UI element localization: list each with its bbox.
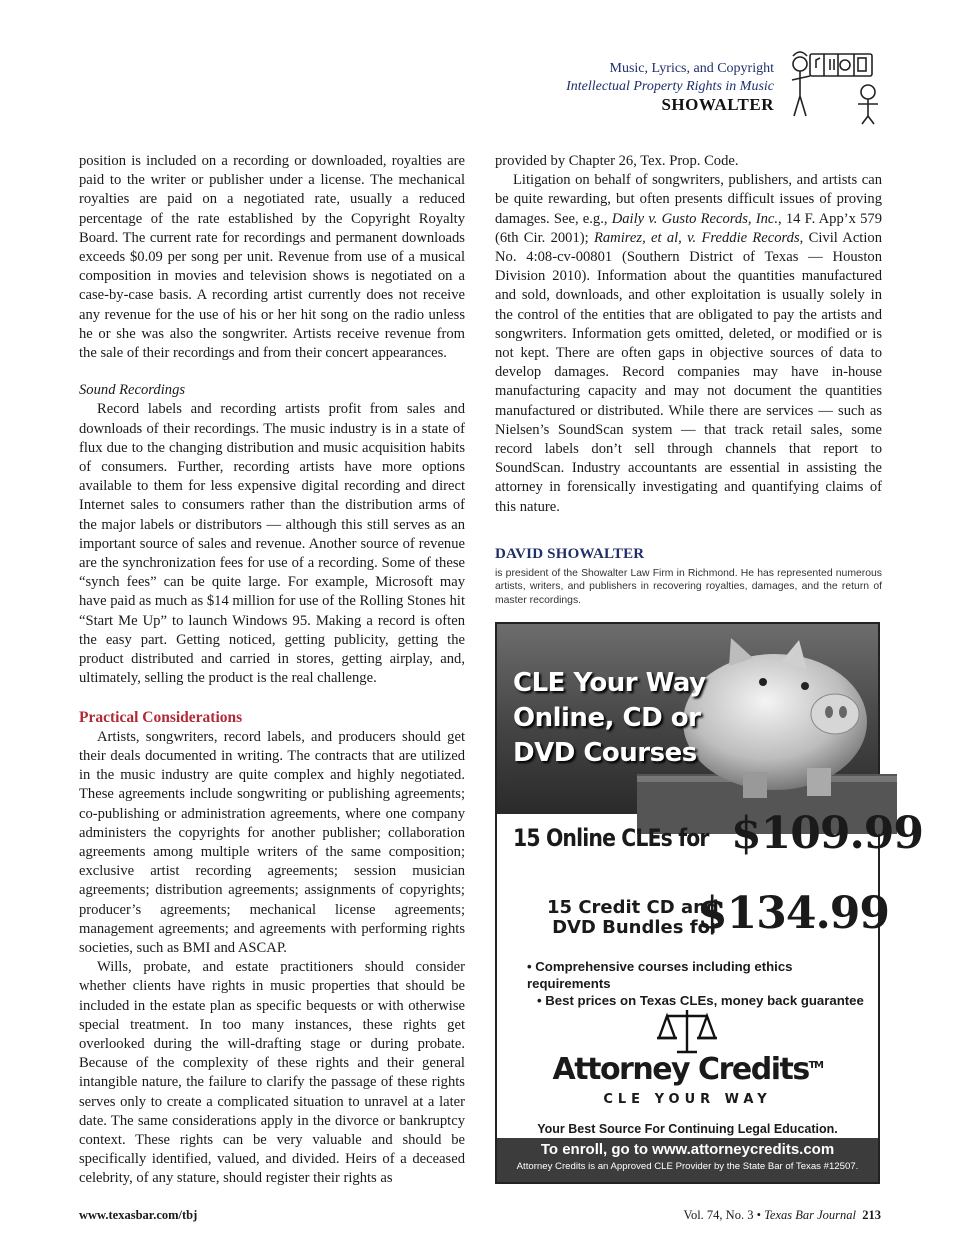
offer-bundle-label-line: 15 Credit CD and	[547, 897, 719, 918]
ad-slogan: Your Best Source For Continuing Legal Education.	[537, 1122, 838, 1136]
footer-journal: Texas Bar Journal	[764, 1208, 856, 1222]
page-number: 213	[862, 1208, 881, 1222]
ad-headline-line: Online, CD or	[513, 703, 701, 733]
header-author: SHOWALTER	[661, 95, 774, 114]
text-run: Litigation on behalf of songwriters, publishers, and artists can be quite rewarding, but often presents difficult issues of proving damages. See, e.g.,	[495, 172, 882, 227]
enroll-link[interactable]: To enroll, go to www.attorneycredits.com	[540, 1141, 835, 1158]
paragraph: Artists, songwriters, record labels, and producers should get their deals documented in writing. The contracts that are utilized in the music industry are quite complex and highly negotiated. These agreements include songwriting or publishing agreements; co-publishing or administration agreements, where one company administers the copyrights for another publisher; collaboration agreements among multiple writers of the same composition; exclusive artist recording agreements; session musician agreements; distribution agreements; assignments of copyrights; producer’s agreements; mechanical license agreements; management agreements; and agreements with performing rights societies, such as BMI and ASCAP.	[79, 728, 465, 956]
ad-bullet: • Comprehensive courses including ethics requirements	[527, 959, 793, 991]
left-column	[79, 152, 465, 1189]
offer-online-label: 15 Online CLEs for	[513, 824, 709, 852]
ad-headline-line: CLE Your Way	[513, 668, 706, 698]
brand-tagline: CLE YOUR WAY	[603, 1092, 772, 1107]
text-run: , Civil Action No. 4:08-cv-00801 (Southern District of Texas — Houston Division 2010). Information about the quantities manufactured and sold, downloads, and other exploitation is usually solely in the control of the entities that are obligated to pay the artists and songwriters. Information gets omitted, deleted, or modified or is not kept. There are often gaps in objective sources of data to develop damages. Record companies may have in-house manufacturing capacity and may not document the quantities manufactured or distributed. While there are services — such as Nielsen’s SoundScan system — that track retail sales, some record labels don’t sell through channels that report to SoundScan. Industry accountants are essential in assisting the attorney in forensically investigating and quantifying claims of this nature.	[495, 229, 883, 515]
author-bio-name: DAVID SHOWALTER	[495, 546, 645, 562]
paragraph	[495, 171, 882, 517]
offer-bundle-label	[547, 898, 719, 938]
offer-online	[513, 824, 743, 852]
footer-bullet: •	[756, 1208, 761, 1222]
paragraph: position is included on a recording or downloaded, royalties are paid to the writer or publisher under a license. The mechanical royalties are paid on a negotiated rate, usually a reduced percentage of the rate established by the Copyright Royalty Board. The current rate for recordings and permanent downloads exceeds $0.09 per song per unit. Revenue from use of a musical composition in movies and television shows is negotiated on a case-by-case basis. A recording artist currently does not receive any revenue for the use of his or her hit song on the radio unless he or she was also the songwriter. Artists receive revenue from the sale of their recordings and from their concert appearances.	[79, 153, 465, 362]
trademark-mark: TM	[808, 1060, 823, 1071]
running-header	[566, 60, 774, 114]
text-run: , 14 F. App’x 579 (6th Cir. 2001);	[495, 210, 883, 246]
header-title: Music, Lyrics, and Copyright	[609, 61, 774, 76]
ad-bullet: • Best prices on Texas CLEs, money back guarantee	[537, 993, 864, 1008]
paragraph: provided by Chapter 26, Tex. Prop. Code.	[495, 153, 739, 169]
case-citation: Daily v. Gusto Records, Inc.	[611, 210, 779, 227]
author-bio-text: is president of the Showalter Law Firm in Richmond. He has represented numerous artists, writers, and publishers in recovering royalties, damages, and the return of master recordings.	[495, 568, 882, 606]
offer-bundle-price: $134.99	[697, 888, 890, 939]
subheading-sound-recordings: Sound Recordings	[79, 382, 186, 399]
footer-volume: Vol. 74, No. 3	[683, 1208, 754, 1222]
scales-of-justice-icon	[637, 1008, 737, 1054]
case-citation: Ramirez, et al, v. Freddie Records	[593, 229, 800, 246]
section-heading-practical-considerations: Practical Considerations	[79, 709, 243, 727]
offer-bundle-label-line: DVD Bundles for	[552, 917, 719, 938]
ad-headline-line: DVD Courses	[513, 738, 697, 768]
footer-url[interactable]: www.texasbar.com/tbj	[79, 1208, 198, 1222]
ad-enroll-banner[interactable]	[497, 1138, 878, 1182]
footer-issue	[684, 1208, 881, 1223]
ad-bullets	[527, 958, 878, 1009]
attorney-credits-ad[interactable]	[495, 622, 924, 1184]
brand-logo	[497, 1052, 878, 1087]
provider-note: Attorney Credits is an Approved CLE Provider by the State Bar of Texas #12507.	[516, 1161, 859, 1172]
brand-name: Attorney Credits	[552, 1052, 809, 1087]
ad-headline	[513, 666, 706, 771]
header-subtitle: Intellectual Property Rights in Music	[566, 79, 774, 94]
right-column	[495, 152, 882, 517]
ad-hero	[497, 624, 878, 814]
paragraph: Record labels and recording artists profit from sales and downloads of their recordings. The music industry is in a state of flux due to the changing distribution and music acquisition habits of consumers. Further, recording artists have more options available to them for less expensive digital recording and direct Internet sales to consumers rather than the distribution arms of the major labels or distributors — although this still serves as an important source of sales and revenue. Another source of revenue are the synchronization fees for use of a recording. Some of these “synch fees” can be quite large. For example, Microsoft may have paid as much as $14 million for use of the Rolling Stones hit “Start Me Up” to launch Windows 95. Making a record is often the easy part. Getting noticed, getting publicity, getting the product distributed and carried in stores, getting airplay, and, ultimately, selling the product is the real challenge.	[79, 401, 465, 687]
offer-online-price: $109.99	[731, 808, 924, 859]
paragraph: Wills, probate, and estate practitioners should consider whether clients have rights in music properties that should be included in the estate plan as specific bequests or with otherwise special treatment. In too many instances, these rights get overlooked during the will-drafting stage or during probate. Because of the complexity of these rights and their general intangible nature, the failure to clarify the passage of these rights serves only to create a complicated situation to unravel at a later date. The same considerations apply in the divorce or bankruptcy context. These rights can be very valuable and should be specifically identified, valued, and divided. Heirs of a deceased celebrity, of any stature, should register their rights as	[79, 959, 465, 1187]
music-people-illustration-icon	[788, 44, 880, 126]
